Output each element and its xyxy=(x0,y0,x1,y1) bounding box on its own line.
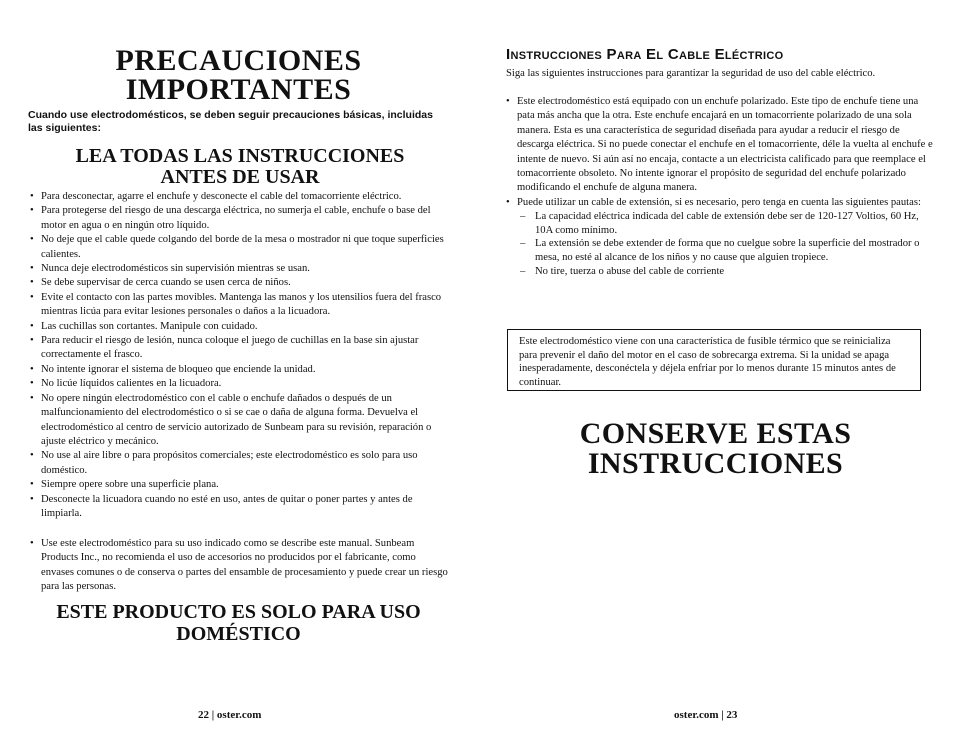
page-title-precauciones: PRECAUCIONES IMPORTANTES xyxy=(115,44,362,106)
cord-instructions-title: Instrucciones Para El Cable Eléctrico xyxy=(506,46,784,63)
list-item: • No use al aire libre o para propósitos comerciales; este electrodoméstico es solo para uso doméstico. xyxy=(30,449,450,478)
extension-guidelines-list xyxy=(506,210,936,278)
save-instructions-heading: CONSERVE ESTAS INSTRUCCIONES xyxy=(579,417,852,480)
list-item: • No intente ignorar el sistema de bloqueo que enciende la unidad. xyxy=(30,363,450,377)
list-item: • Evite el contacto con las partes movibles. Mantenga las manos y los utensilios fuera del frasco mientras licúa para evitar lesiones personales o daños a la licuadora. xyxy=(30,291,450,320)
list-item: • Use este electrodoméstico para su uso indicado como se describe este manual. Sunbeam Products Inc., no recomienda el uso de accesorios no producidos por el fabricante, como envases comunes o de conserva o partes del ensamble de procesamiento y puede crear un riesgo para las personas. xyxy=(30,537,450,595)
list-item: • No deje que el cable quede colgando del borde de la mesa o mostrador ni que toque superficies calientes. xyxy=(30,233,450,262)
right-page xyxy=(477,0,954,744)
read-all-heading: LEA TODAS LAS INSTRUCCIONES ANTES DE USAR xyxy=(75,145,405,188)
household-use-heading: ESTE PRODUCTO ES SOLO PARA USO DOMÉSTICO xyxy=(56,601,421,645)
list-item: – La capacidad eléctrica indicada del cable de extensión debe ser de 120-127 Voltios, 60 Hz, 10A como mínimo. xyxy=(520,210,936,237)
list-item: • Siempre opere sobre una superficie plana. xyxy=(30,478,450,492)
list-item: • Nunca deje electrodomésticos sin supervisión mientras se usan. xyxy=(30,262,450,276)
list-item: – No tire, tuerza o abuse del cable de corriente xyxy=(520,265,936,279)
precautions-list xyxy=(30,190,450,521)
list-item: • Para desconectar, agarre el enchufe y desconecte el cable del tomacorriente eléctrico. xyxy=(30,190,450,204)
list-item: • Para reducir el riesgo de lesión, nunca coloque el juego de cuchillas en la base sin ajustar correctamente el frasco. xyxy=(30,334,450,363)
list-item: • No licúe líquidos calientes en la licuadora. xyxy=(30,377,450,391)
list-item: • Para protegerse del riesgo de una descarga eléctrica, no sumerja el cable, enchufe o base del motor en agua o en ningún otro líquido. xyxy=(30,204,450,233)
list-item: • Puede utilizar un cable de extensión, si es necesario, pero tenga en cuenta las siguientes pautas: xyxy=(506,196,936,210)
list-item: – La extensión se debe extender de forma que no cuelgue sobre la superficie del mostrador o mesa, no esté al alcance de los niños y no cause que alguien tropiece. xyxy=(520,237,936,264)
page-footer-left: 22 | oster.com xyxy=(198,709,262,721)
cord-bullets xyxy=(506,95,936,210)
list-item: • Este electrodoméstico está equipado con un enchufe polarizado. Este tipo de enchufe tiene una pata más ancha que la otra. Este enchufe encajará en un tomacorriente polarizado de una sola manera. Esta es una característica de seguridad diseñada para ayudar a reducir el riesgo de descarga eléctrica. Si no puede conectar el enchufe en el tomacorriente, déle la vuelta al enchufe e intente de nuevo. Si aún así no encaja, contacte a un electricista calificado para que reemplace el tomacorriente obsoleto. No intente ignorar el propósito de seguridad del enchufe polarizado modificando el enchufe de alguna manera. xyxy=(506,95,936,196)
intro-text: Cuando use electrodomésticos, se deben seguir precauciones básicas, incluidas las siguientes: xyxy=(28,109,433,134)
list-item: • Se debe supervisar de cerca cuando se usen cerca de niños. xyxy=(30,276,450,290)
cord-intro-text: Siga las siguientes instrucciones para garantizar la seguridad de uso del cable eléctrico. xyxy=(506,68,876,79)
page-footer-right: oster.com | 23 xyxy=(674,709,738,721)
thermal-fuse-note: Este electrodoméstico viene con una característica de fusible térmico que se reinicializa para prevenir el daño del motor en el caso de sobrecarga extrema. Si la unidad se apaga inesperadamente, desconéctela y déjela enfriar por lo menos durante 15 minutos antes de continuar. xyxy=(507,329,921,391)
accessories-list xyxy=(30,537,450,595)
list-item: • No opere ningún electrodoméstico con el cable o enchufe dañados o después de un malfuncionamiento del electrodoméstico o si se cae o daña de alguna forma. Devuelva el electrodoméstico al centro de servicio autorizado de Sunbeam para su revisión, reparación o ajuste eléctrico y mecánico. xyxy=(30,392,450,450)
cord-instructions-list xyxy=(506,95,936,278)
list-item: • Las cuchillas son cortantes. Manipule con cuidado. xyxy=(30,320,450,334)
list-item: • Desconecte la licuadora cuando no esté en uso, antes de quitar o poner partes y antes de limpiarla. xyxy=(30,493,450,522)
